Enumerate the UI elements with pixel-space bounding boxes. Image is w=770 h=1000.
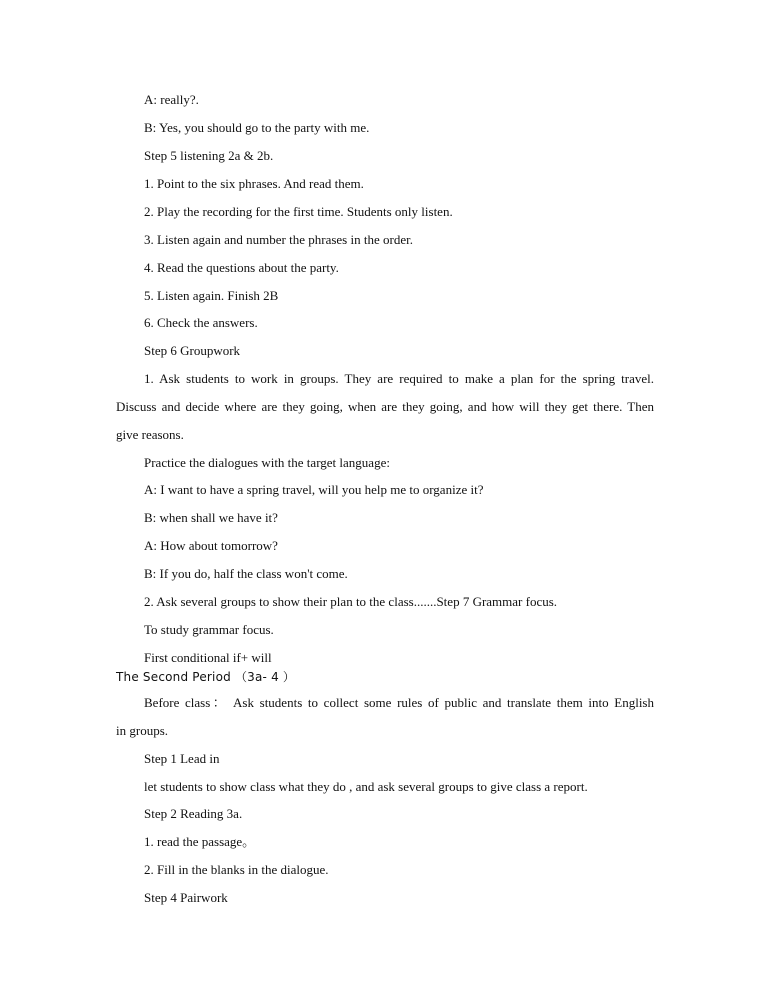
text-line: let students to show class what they do , and ask several groups to give class a report. [144, 779, 588, 794]
text-line: 1. Point to the six phrases. And read them. [144, 176, 364, 191]
text-line: 2. Play the recording for the first time. Students only listen. [144, 204, 453, 219]
text-line: 2. Fill in the blanks in the dialogue. [144, 862, 329, 877]
step-heading: Step 4 Pairwork [144, 890, 228, 905]
text-line: A: How about tomorrow? [144, 538, 278, 553]
text-line: Discuss and decide where are they going, when are they going, and how will they get there. Then [116, 399, 654, 414]
text-line: B: when shall we have it? [144, 510, 278, 525]
step-heading: Step 5 listening 2a & 2b. [144, 148, 274, 163]
text-line: give reasons. [116, 427, 184, 442]
step-heading: Step 6 Groupwork [144, 343, 241, 358]
text-line: A: really?. [144, 92, 199, 107]
text-line: 5. Listen again. Finish 2B [144, 288, 279, 303]
text-line: 4. Read the questions about the party. [144, 260, 339, 275]
text-line: Practice the dialogues with the target language: [144, 455, 390, 470]
step-heading: Step 2 Reading 3a. [144, 806, 243, 821]
text-line: 1. Ask students to work in groups. They are required to make a plan for the spring travel. [144, 371, 654, 386]
text-line: A: I want to have a spring travel, will you help me to organize it? [144, 482, 484, 497]
text-line: in groups. [116, 723, 168, 738]
text-line: B: Yes, you should go to the party with me. [144, 120, 370, 135]
text-line: To study grammar focus. [144, 622, 274, 637]
text-line: 2. Ask several groups to show their plan to the class.......Step 7 Grammar focus. [144, 594, 558, 609]
section-heading: The Second Period （3a- 4 ） [116, 670, 296, 684]
text-line: Before class： Ask students to collect some rules of public and translate them into English [144, 695, 654, 710]
text-line: 3. Listen again and number the phrases in the order. [144, 232, 413, 247]
text-line: 6. Check the answers. [144, 315, 258, 330]
text-line: First conditional if+ will [144, 650, 272, 665]
step-heading: Step 1 Lead in [144, 751, 220, 766]
text-line: B: If you do, half the class won't come. [144, 566, 348, 581]
text-line: 1. read the passage。 [144, 834, 256, 849]
